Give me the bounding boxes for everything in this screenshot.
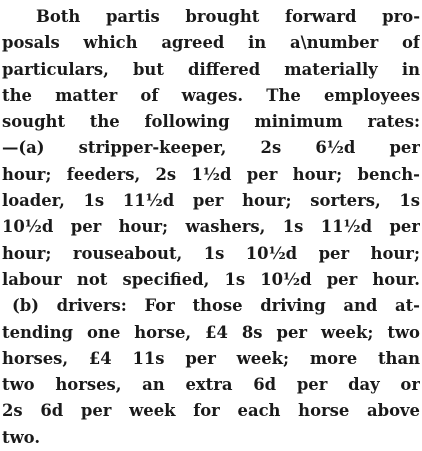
text-line: 10½d per hour; washers, 1s 11½d per (2, 217, 420, 237)
text-line: particulars, but differed materially in (2, 59, 420, 79)
text-line: loader, 1s 11½d per hour; sorters, 1s (2, 191, 420, 211)
text-line: (b) drivers: For those driving and at- (12, 296, 420, 316)
text-line: hour; rouseabout, 1s 10½d per hour; (2, 243, 420, 263)
text-line: two horses, an extra 6d per day or (2, 375, 420, 395)
text-line: the matter of wages. The employees (2, 85, 420, 105)
text-line: 2s 6d per week for each horse above (2, 401, 420, 421)
text-line: Both partis brought forward pro- (36, 7, 420, 26)
text-line: hour; feeders, 2s 1½d per hour; bench- (2, 164, 420, 184)
text-line: tending one horse, £4 8s per week; two (2, 322, 420, 342)
text-line: posals which agreed in a\number of (2, 33, 420, 53)
text-line: sought the following minimum rates: (2, 112, 420, 132)
text-line: —(a) stripper-keeper, 2s 6½d per (2, 138, 420, 158)
text-line: two. (2, 427, 41, 447)
text-line: labour not specified, 1s 10½d per hour. (2, 269, 420, 289)
text-line: horses, £4 11s per week; more than (2, 348, 420, 368)
article-text (2, 4, 420, 451)
